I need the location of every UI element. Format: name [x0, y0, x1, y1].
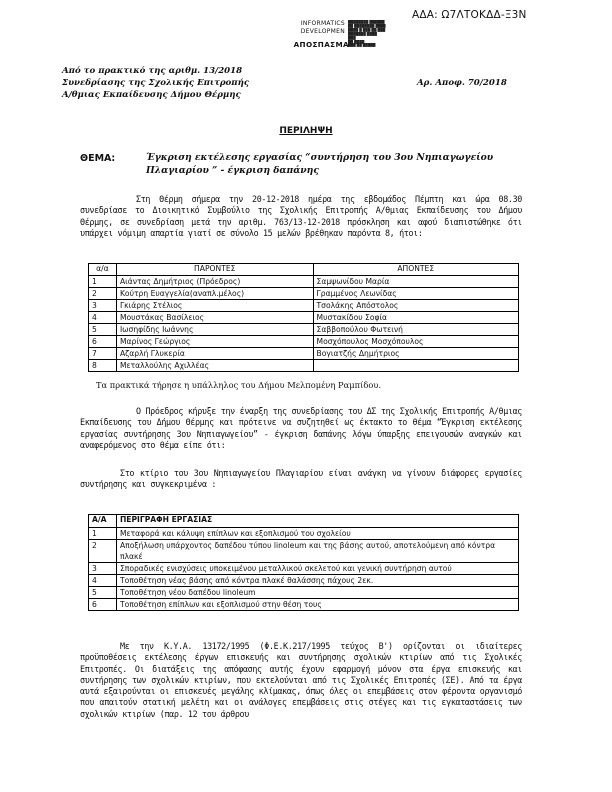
absent-member: Τσολάκης Απόστολος	[313, 300, 518, 312]
table-row	[89, 348, 519, 360]
work-description: Αποξήλωση υπάρχοντος δαπέδου τύπου linoleum και της βάσης αυτού, αποτελούμενη από κόντρα πλακέ	[116, 540, 518, 563]
table-row	[89, 587, 519, 599]
attendance-table	[88, 263, 519, 372]
stamp-title: ΑΠΟΣΠΑΣΜΑ	[293, 40, 349, 49]
absent-member: Μοσχόπουλος Μοσχόπουλος	[313, 336, 518, 348]
table-row	[89, 528, 519, 540]
informatics-stamp	[283, 20, 403, 56]
work-description: Τοποθέτηση επίπλων και εξοπλισμού στην θέση τους	[116, 599, 518, 611]
stamp-text: INFORMATICS DEVELOPMEN	[300, 20, 345, 35]
absent-member: Σαμψωνίδου Μαρία	[313, 276, 518, 288]
row-number: 6	[89, 599, 117, 611]
present-member: Ιωσηφίδης Ιωάννης	[116, 324, 313, 336]
absent-member	[313, 360, 518, 372]
row-number: 2	[89, 288, 117, 300]
absent-member: Βογιατζής Δημήτριος	[313, 348, 518, 360]
header-cell: Α/Α	[89, 515, 117, 528]
work-description: Τοποθέτηση νέας βάσης από κόντρα πλακέ θαλάσσης πάχους 2εκ.	[116, 575, 518, 587]
header-cell: ΑΠΟΝΤΕΣ	[313, 264, 518, 276]
row-number: 8	[89, 360, 117, 372]
row-number: 3	[89, 563, 117, 575]
row-number: 5	[89, 324, 117, 336]
row-number: 6	[89, 336, 117, 348]
row-number: 2	[89, 540, 117, 563]
row-number: 4	[89, 312, 117, 324]
header-line-2: Συνεδρίασης της Σχολικής Επιτροπής	[62, 78, 250, 88]
table-row	[89, 276, 519, 288]
absent-member: Σαββοπούλου Φωτεινή	[313, 324, 518, 336]
closing-paragraph: Με την Κ.Υ.Α. 13172/1995 (Φ.Ε.Κ.217/1995 τεύχος Β') ορίζονται οι ιδιαίτερες προϋποθέσεις εκτέλεσης έργων επισκευής και συντήρησης σχολικών κτιρίων από τις Σχολικές Επιτροπές. Οι διατάξεις της απόφασης αυτής έχουν εφαρμογή μόνον στα έργα επισκευής και συντήρησης των σχολικών κτιρίων, που εκτελούνται από τις Σχολικές Επιτροπές (ΣΕ). Από τα έργα αυτά εξαιρούνται οι επισκευές μεγάλης κλίμακας, όπως όλες οι επεμβάσεις στον φέροντα οργανισμό που απαιτούν στατική μελέτη και οι ανάλογες επεμβάσεις στις στέγες και τις εγκαταστάσεις των σχολικών κτιρίων (παρ. 12 του άρθρου	[80, 641, 522, 719]
attendance-header-row	[89, 264, 519, 276]
table-row	[89, 575, 519, 587]
present-member: Κούτρη Ευαγγελία(αναπλ.μέλος)	[116, 288, 313, 300]
table-row	[89, 312, 519, 324]
row-number: 4	[89, 575, 117, 587]
present-member: Αζαρλή Γλυκερία	[116, 348, 313, 360]
row-number: 1	[89, 276, 117, 288]
table-row	[89, 336, 519, 348]
absent-member: Μυστακίδου Σοφία	[313, 312, 518, 324]
table-row	[89, 324, 519, 336]
absent-member: Γραμμένος Λεωνίδας	[313, 288, 518, 300]
subject-text: Έγκριση εκτέλεσης εργασίας “συντήρηση του 3ου Νηπιαγωγείου Πλαγιαρίου ” - έγκριση δαπάνης	[146, 152, 494, 176]
present-member: Μουστάκας Βασίλειος	[116, 312, 313, 324]
summary-title: ΠΕΡΙΛΗΨΗ	[279, 126, 333, 136]
row-number: 5	[89, 587, 117, 599]
present-member: Μεταλλούλης Αχιλλέας	[116, 360, 313, 372]
work-description: Σποραδικές ενισχύσεις υποκειμένου μεταλλικού σκελετού και γενική συντήρηση αυτού	[116, 563, 518, 575]
stamp-fine-print: ████████ ██████ ██ ████████ ████ ████ █ ███ ██ ███ ███████ ████ ███ ██ ████ ███ ██ █████	[348, 20, 386, 48]
table-row	[89, 360, 519, 372]
row-number: 7	[89, 348, 117, 360]
header-cell: α/α	[89, 264, 117, 276]
work-description: Τοποθέτηση νέου δαπέδου linoleum	[116, 587, 518, 599]
table-row	[89, 599, 519, 611]
header-cell: ΠΕΡΙΓΡΑΦΗ ΕΡΓΑΣΙΑΣ	[116, 515, 518, 528]
building-paragraph: Στο κτίριο του 3ου Νηπιαγωγείου Πλαγιαρίου είναι ανάγκη να γίνουν διάφορες εργασίες συντήρησης και συγκεκριμένα :	[80, 468, 522, 490]
row-number: 3	[89, 300, 117, 312]
opening-paragraph: Ο Πρόεδρος κήρυξε την έναρξη της συνεδρίασης του ΔΣ της Σχολικής Επιτροπής Α/θμιας Εκπαίδευσης του Δήμου Θέρμης και πρότεινε να συζητηθεί ως έκτακτο το θέμα “Έγκριση εκτέλεσης εργασίας συντήρησης 3ου Νηπιαγωγείου” - έγκριση δαπάνης λόγω ύπαρξης επειγουσών αναγκών και αναφερόμενος στο θέμα είπε ότι:	[80, 406, 522, 450]
work-description: Μεταφορά και κάλυψη επίπλων και εξοπλισμού του σχολείου	[116, 528, 518, 540]
row-number: 1	[89, 528, 117, 540]
table-row	[89, 540, 519, 563]
decision-number: Αρ. Αποφ. 70/2018	[417, 78, 507, 88]
present-member: Γκιάρης Στέλιος	[116, 300, 313, 312]
table-row	[89, 563, 519, 575]
ada-code: ΑΔΑ: Ω7ΛΤΟΚΔΔ-Ξ3Ν	[412, 9, 527, 21]
present-member: Μαρίνος Γεώργιος	[116, 336, 313, 348]
works-header-row	[89, 515, 519, 528]
header-line-1: Από το πρακτικό της αριθμ. 13/2018	[62, 66, 243, 76]
present-member: Αιάντας Δημήτριος (Πρόεδρος)	[116, 276, 313, 288]
minutes-note: Τα πρακτικά τήρησε η υπάλληλος του Δήμου Μελπομένη Ραμπίδου.	[96, 380, 381, 390]
works-table	[88, 514, 519, 611]
header-cell: ΠΑΡΟΝΤΕΣ	[116, 264, 313, 276]
intro-paragraph: Στη Θέρμη σήμερα την 20-12-2018 ημέρα της εβδομάδος Πέμπτη και ώρα 08.30 συνεδρίασε το Διοικητικό Συμβούλιο της Σχολικής Επιτροπής Α/θμιας Εκπαίδευσης του Δήμου Θέρμης, σε συνεδρίαση μετά την αριθμ. 763/13-12-2018 πρόσκληση και αφού διαπιστώθηκε ότι υπάρχει νόμιμη απαρτία γιατί σε σύνολο 15 μελών βρέθηκαν παρόντα 8, ήτοι:	[80, 194, 522, 238]
table-row	[89, 288, 519, 300]
subject-label: ΘΕΜΑ:	[80, 153, 116, 164]
header-line-3: Α/θμιας Εκπαίδευσης Δήμου Θέρμης	[62, 90, 241, 100]
table-row	[89, 300, 519, 312]
